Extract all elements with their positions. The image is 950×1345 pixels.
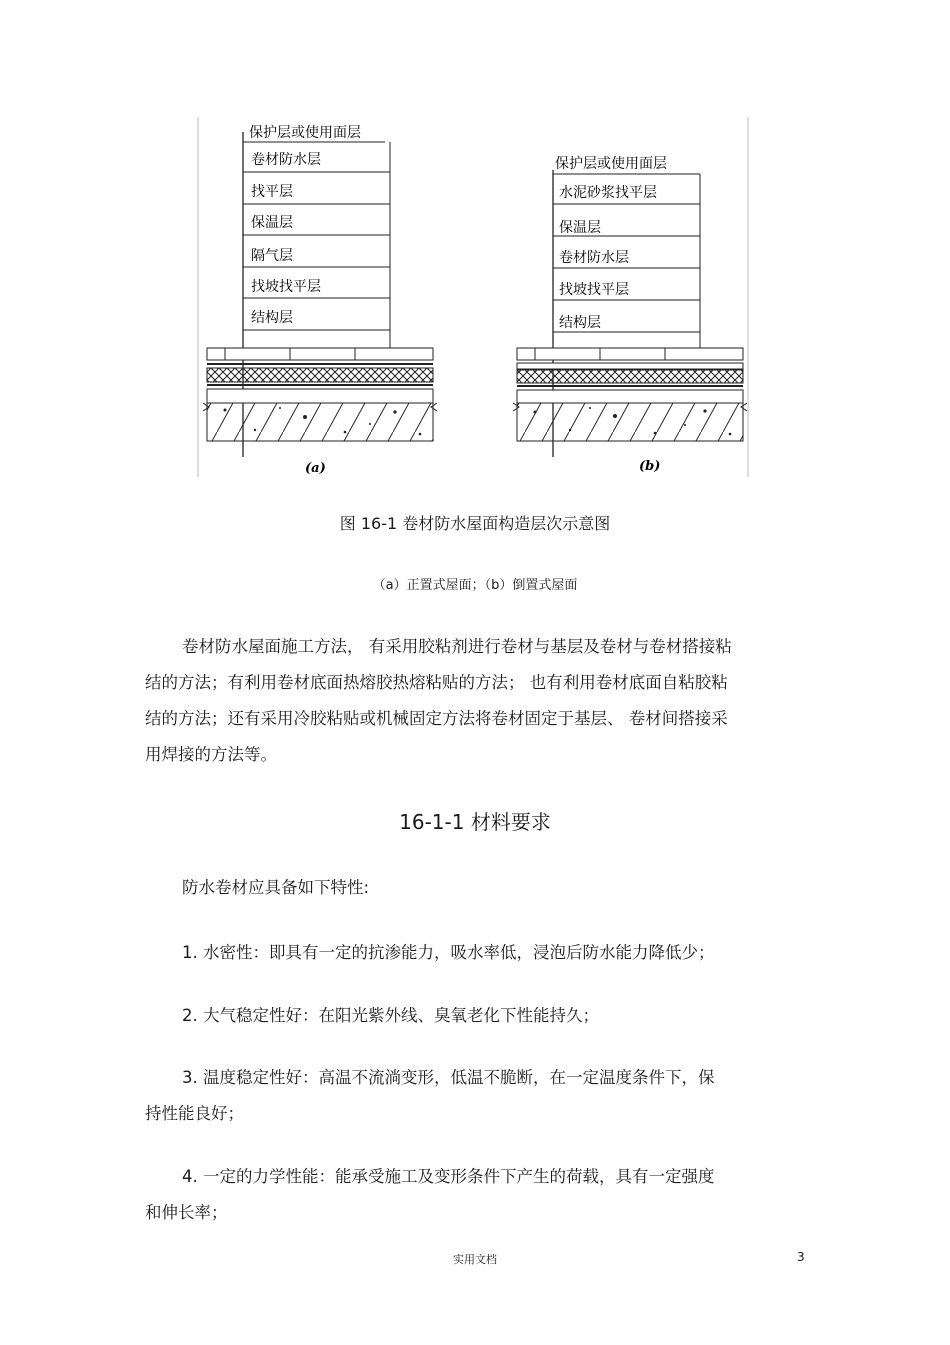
diagram-a-layer: 隔气层: [251, 248, 293, 264]
diagram-a-layer: 找平层: [251, 184, 293, 200]
diagram-a-layer: 卷材防水层: [251, 152, 321, 168]
list-item: 4. 一定的力学性能：能承受施工及变形条件下产生的荷载，具有一定强度: [182, 1167, 715, 1186]
diagram-b-layer: 保护层或使用面层: [555, 156, 667, 172]
list-item: 2. 大气稳定性好：在阳光紫外线、臭氧老化下性能持久；: [182, 1006, 599, 1025]
paragraph-line: 结的方法；有利用卷材底面热熔胶热熔粘贴的方法； 也有利用卷材底面自粘胶粘: [145, 673, 728, 692]
diagram-b-layer: 保温层: [559, 220, 601, 236]
list-item-continuation: 和伸长率；: [145, 1203, 228, 1222]
intro-text: 防水卷材应具备如下特性:: [182, 878, 370, 897]
diagram-b-label: (b): [639, 459, 661, 474]
paragraph-line: 结的方法；还有采用冷胶粘贴或机械固定方法将卷材固定于基层、 卷材间搭接采: [145, 709, 728, 728]
diagram-a-layer: 保护层或使用面层: [249, 125, 361, 141]
diagram-a-layer: 保温层: [251, 215, 293, 231]
diagram-a-label: (a): [305, 461, 326, 476]
list-item: 3. 温度稳定性好：高温不流淌变形，低温不脆断，在一定温度条件下，保: [182, 1068, 715, 1087]
footer-text: 实用文档: [453, 1253, 497, 1266]
list-item-continuation: 持性能良好；: [145, 1104, 244, 1123]
diagram-b-layer: 找坡找平层: [559, 282, 629, 298]
diagram-a-layer: 找坡找平层: [251, 279, 321, 295]
figure-caption: 图 16-1 卷材防水屋面构造层次示意图: [339, 514, 611, 533]
page-number: 3: [797, 1250, 805, 1264]
section-heading: 16-1-1 材料要求: [399, 810, 551, 834]
diagram-b-layer: 结构层: [559, 315, 601, 331]
diagram-a: [203, 124, 437, 476]
paragraph-line: 卷材防水屋面施工方法， 有采用胶粘剂进行卷材与基层及卷材与卷材搭接粘: [182, 637, 732, 656]
diagram-b: [513, 155, 747, 474]
diagram-b-layer: 卷材防水层: [559, 250, 629, 266]
figure-subcaption: （a）正置式屋面；（b）倒置式屋面: [372, 578, 578, 593]
diagram-a-layer: 结构层: [251, 310, 293, 326]
paragraph-line: 用焊接的方法等。: [145, 745, 277, 764]
diagram-b-layer: 水泥砂浆找平层: [559, 185, 657, 201]
list-item: 1. 水密性：即具有一定的抗渗能力，吸水率低，浸泡后防水能力降低少；: [182, 943, 715, 962]
roof-section-figure: [195, 112, 755, 484]
